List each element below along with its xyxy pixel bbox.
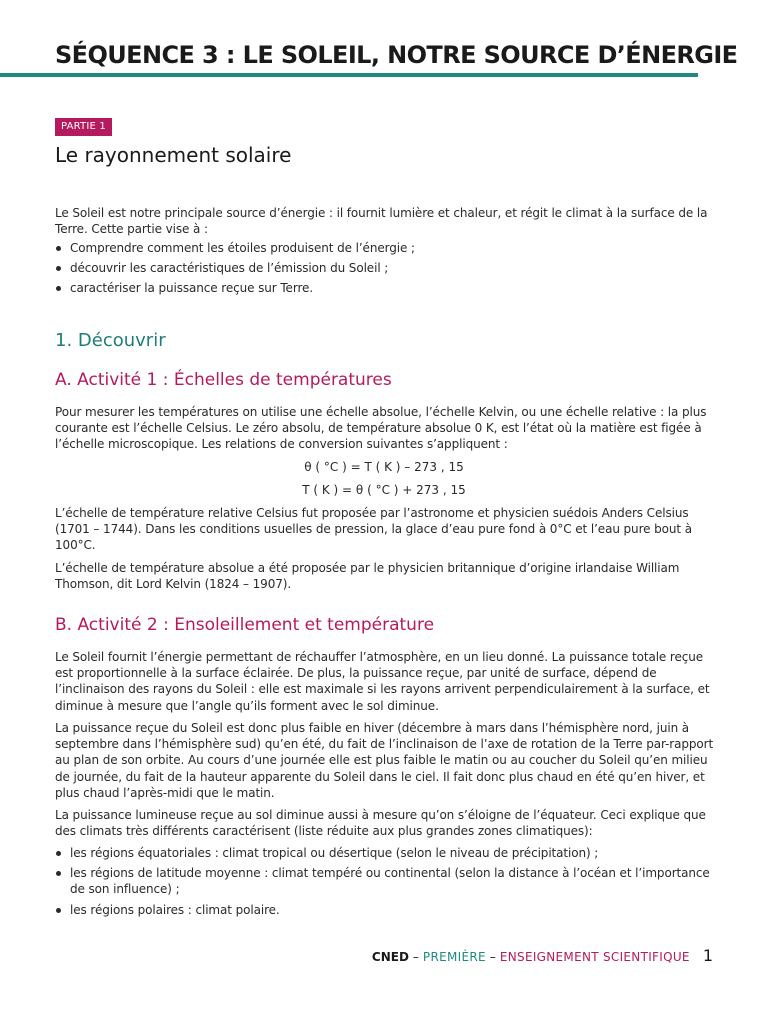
footer-cned: CNED <box>371 950 409 964</box>
partie-badge: PARTIE 1 <box>55 118 112 136</box>
paragraph-text: L’échelle de température relative Celsius fut proposée par l’astronome et physicien suédois Anders Celsius (1701 – 1744). Dans les conditions usuelles de pression, la glace d’eau pure fond à 0°C et l’eau pure bout à 100°C. <box>55 506 692 553</box>
list-item: découvrir les caractéristiques de l’émission du Soleil ; <box>55 260 715 276</box>
intro-paragraph <box>55 205 715 237</box>
section-heading-decouvrir: 1. Découvrir <box>55 330 166 351</box>
activity-2-paragraph-3 <box>55 807 715 839</box>
footer-subject: ENSEIGNEMENT SCIENTIFIQUE <box>499 950 690 964</box>
activity-1-paragraph-2 <box>55 505 715 554</box>
intro-text: Le Soleil est notre principale source d’énergie : il fournit lumière et chaleur, et régit le climat à la surface de la Terre. Cette partie vise à : <box>55 206 708 237</box>
page-number: 1 <box>702 946 713 965</box>
activity-1-heading: A. Activité 1 : Échelles de températures <box>55 370 392 390</box>
footer-separator: – <box>412 950 419 964</box>
list-item: les régions équatoriales : climat tropical ou désertique (selon le niveau de précipitation) ; <box>55 845 715 861</box>
footer-level: PREMIÈRE <box>422 950 486 964</box>
paragraph-text: Le Soleil fournit l’énergie permettant de réchauffer l’atmosphère, en un lieu donné. La puissance totale reçue est proportionnelle à la surface éclairée. De plus, la puissance reçue, par unité de surface, dépend de l’inclinaison des rayons du Soleil : elle est maximale si les rayons arrivent perpendiculairement à la surface, et diminue à mesure que l’angle qu’ils forment avec le sol diminue. <box>55 650 710 713</box>
activity-2-paragraph-2 <box>55 720 715 801</box>
activity-2-heading: B. Activité 2 : Ensoleillement et température <box>55 615 435 635</box>
intro-bullet-list <box>55 240 715 301</box>
activity-1-paragraph-1 <box>55 404 715 453</box>
list-item: caractériser la puissance reçue sur Terre. <box>55 280 715 296</box>
sequence-title: SÉQUENCE 3 : LE SOLEIL, NOTRE SOURCE D’ÉNERGIE <box>55 41 738 69</box>
paragraph-text: La puissance reçue du Soleil est donc plus faible en hiver (décembre à mars dans l’hémisphère nord, juin à septembre dans l’hémisphère sud) qu’en été, du fait de l’inclinaison de l’axe de rotation de la Terre par-rapport au plan de son orbite. Au cours d’une journée elle est plus faible le matin ou au coucher du Soleil qu’en milieu de journée, du fait de la hauteur apparente du Soleil dans le ciel. Il fait donc plus chaud en été qu’en hiver, et plus chaud l’après-midi que le matin. <box>55 721 714 800</box>
page-footer <box>372 946 713 966</box>
title-underline-rule <box>0 73 698 77</box>
footer-separator: – <box>489 950 496 964</box>
formula-kelvin: T ( K ) = θ ( °C ) + 273 , 15 <box>302 483 466 497</box>
list-item: les régions polaires : climat polaire. <box>55 902 715 918</box>
list-item: Comprendre comment les étoiles produisent de l’énergie ; <box>55 240 715 256</box>
paragraph-text: Pour mesurer les températures on utilise une échelle absolue, l’échelle Kelvin, ou une échelle relative : la plus courante est l’échelle Celsius. Le zéro absolu, de température absolue 0 K, est l’état où la matière est figée à l’échelle microscopique. Les relations de conversion suivantes s’appliquent : <box>55 405 707 452</box>
paragraph-text: L’échelle de température absolue a été proposée par le physicien britannique d’origine irlandaise William Thomson, dit Lord Kelvin (1824 – 1907). <box>55 561 680 592</box>
list-item: les régions de latitude moyenne : climat tempéré ou continental (selon la distance à l’océan et l’importance de son influence) ; <box>55 865 715 897</box>
activity-1-paragraph-3 <box>55 560 715 592</box>
partie-title: Le rayonnement solaire <box>55 143 292 167</box>
formula-celsius: θ ( °C ) = T ( K ) – 273 , 15 <box>304 460 464 474</box>
activity-2-paragraph-1 <box>55 649 715 714</box>
paragraph-text: La puissance lumineuse reçue au sol diminue aussi à mesure qu’on s’éloigne de l’équateur. Ceci explique que des climats très différents caractérisent (liste réduite aux plus grandes zones climatiques): <box>55 808 706 839</box>
climate-bullet-list <box>55 845 715 922</box>
